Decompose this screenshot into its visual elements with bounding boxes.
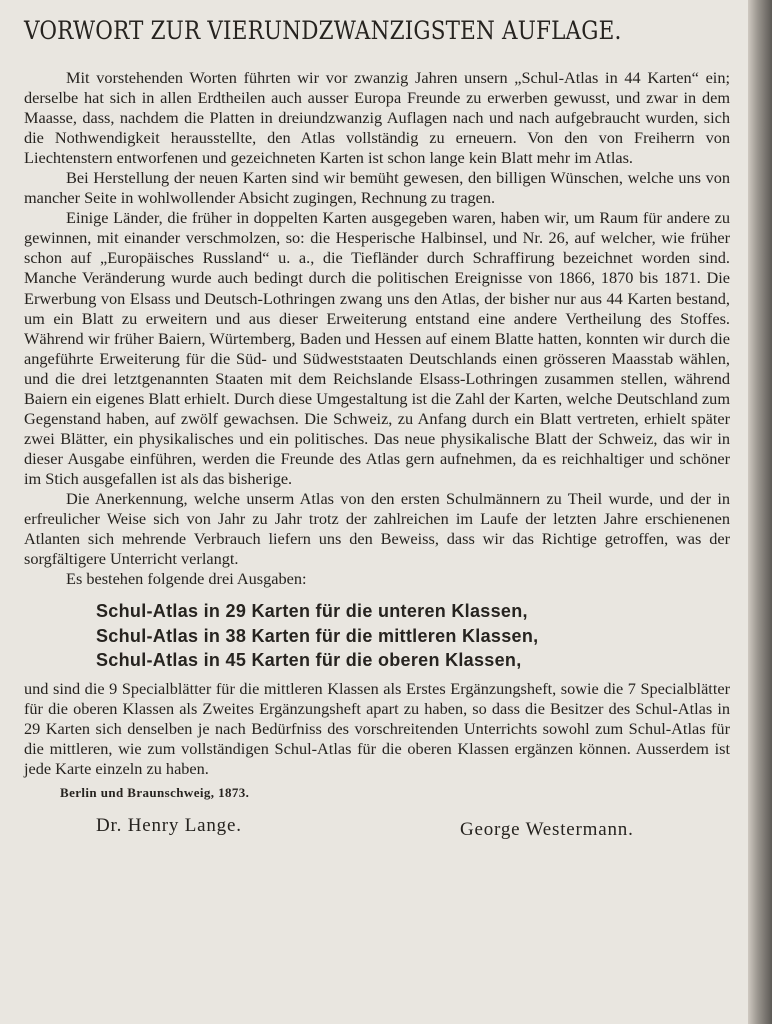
- paragraph-5: Es bestehen folgende drei Ausgaben:: [66, 569, 307, 589]
- edition-item: Schul-Atlas in 45 Karten für die oberen Klassen,: [96, 650, 522, 671]
- page-title: VORWORT ZUR VIERUNDZWANZIGSTEN AUFLAGE.: [24, 16, 622, 45]
- signature-left: Dr. Henry Lange.: [96, 814, 242, 836]
- paragraph-4: Die Anerkennung, welche unserm Atlas von den ersten Schulmännern zu Theil wurde, und der in erfreulicher Weise sich von Jahr zu Jahr trotz der zahlreichen im Laufe der letzten Jahre erschienenen Atlanten sich mehrende Verbrauch liefern uns den Beweiss, dass wir das Richtige getroffen, was der sorgfältigere Unterricht verlangt.: [24, 488, 730, 569]
- paragraph-3: Einige Länder, die früher in doppelten Karten ausgegeben waren, haben wir, um Raum für andere zu gewinnen, mit einander verschmolzen, so: die Hesperische Halbinsel, und Nr. 26, auf welcher, wie früher schon auf „Europäisches Russland“ u. a., die Tiefländer durch Schraffirung bezeichnet worden sind. Manche Veränderung wurde auch bedingt durch die politischen Ereignisse von 1866, 1870 bis 1871. Die Erwerbung von Elsass und Deutsch-Lothringen zwang uns den Atlas, der bisher nur aus 44 Karten bestand, um ein Blatt zu erweitern und aus dieser Erweiterung entstand eine andere Vertheilung des Stoffes. Während wir früher Baiern, Würtemberg, Baden und Hessen auf einem Blatte hatten, konnten wir durch die angeführte Erweiterung für die Süd- und Südweststaaten Deutschlands einen grösseren Maasstab wählen, und die drei letztgenannten Staaten mit dem Reichslande Elsass-Lothringen zusammen stellen, während Baiern ein eigenes Blatt erhielt. Durch diese Umgestaltung ist die Zahl der Karten, welche Deutschland zum Gegenstand haben, auf zwölf gewachsen. Die Schweiz, zu Anfang durch ein Blatt vertreten, erhielt später zwei Blätter, ein physikalisches und ein politisches. Das neue physikalische Blatt der Schweiz, das wir in dieser Ausgabe einführen, werden die Freunde des Atlas gern aufnehmen, da es reichhaltiger und schöner im Stich ausgefallen ist als das bisherige.: [24, 208, 730, 488]
- signature-right: George Westermann.: [460, 818, 634, 840]
- edition-item: Schul-Atlas in 38 Karten für die mittleren Klassen,: [96, 625, 539, 646]
- preface-body: [24, 68, 730, 589]
- closing-paragraph: und sind die 9 Specialblätter für die mittleren Klassen als Erstes Ergänzungsheft, sowie die 7 Specialblätter für die oberen Klassen als Zweites Ergänzungsheft apart zu haben, so dass die Besitzer des Schul-Atlas in 29 Karten sich denselben je nach Bedürfniss des vorschreitenden Unterrichts sowohl zum Schul-Atlas für die mittleren, wie zum vollständigen Schul-Atlas für die oberen Klassen ergänzen können. Ausserdem ist jede Karte einzeln zu haben.: [24, 678, 730, 778]
- paragraph-1: Mit vorstehenden Worten führten wir vor zwanzig Jahren unsern „Schul-Atlas in 44 Karten“ ein; derselbe hat sich in allen Erdtheilen auch ausser Europa Freunde zu erwerben gewusst, und zwar in dem Maasse, dass, nachdem die Platten in dreiundzwanzig Auflagen nach und nach aufgebraucht wurden, sich die Nothwendigkeit herausstellte, den Atlas vollständig zu erneuern. Von den von Freiherrn von Liechtenstern entworfenen und gezeichneten Karten ist schon lange kein Blatt mehr im Atlas.: [24, 68, 730, 168]
- paragraph-2: Bei Herstellung der neuen Karten sind wir bemüht gewesen, den billigen Wünschen, welche uns von mancher Seite in wohlwollender Absicht zugingen, Rechnung zu tragen.: [24, 168, 730, 208]
- page-edge: [748, 0, 772, 1024]
- place-date: Berlin und Braunschweig, 1873.: [60, 784, 250, 800]
- edition-item: Schul-Atlas in 29 Karten für die unteren Klassen,: [96, 601, 528, 622]
- closing-body: [24, 679, 730, 779]
- editions-list: [96, 599, 730, 673]
- signatures: [24, 815, 730, 845]
